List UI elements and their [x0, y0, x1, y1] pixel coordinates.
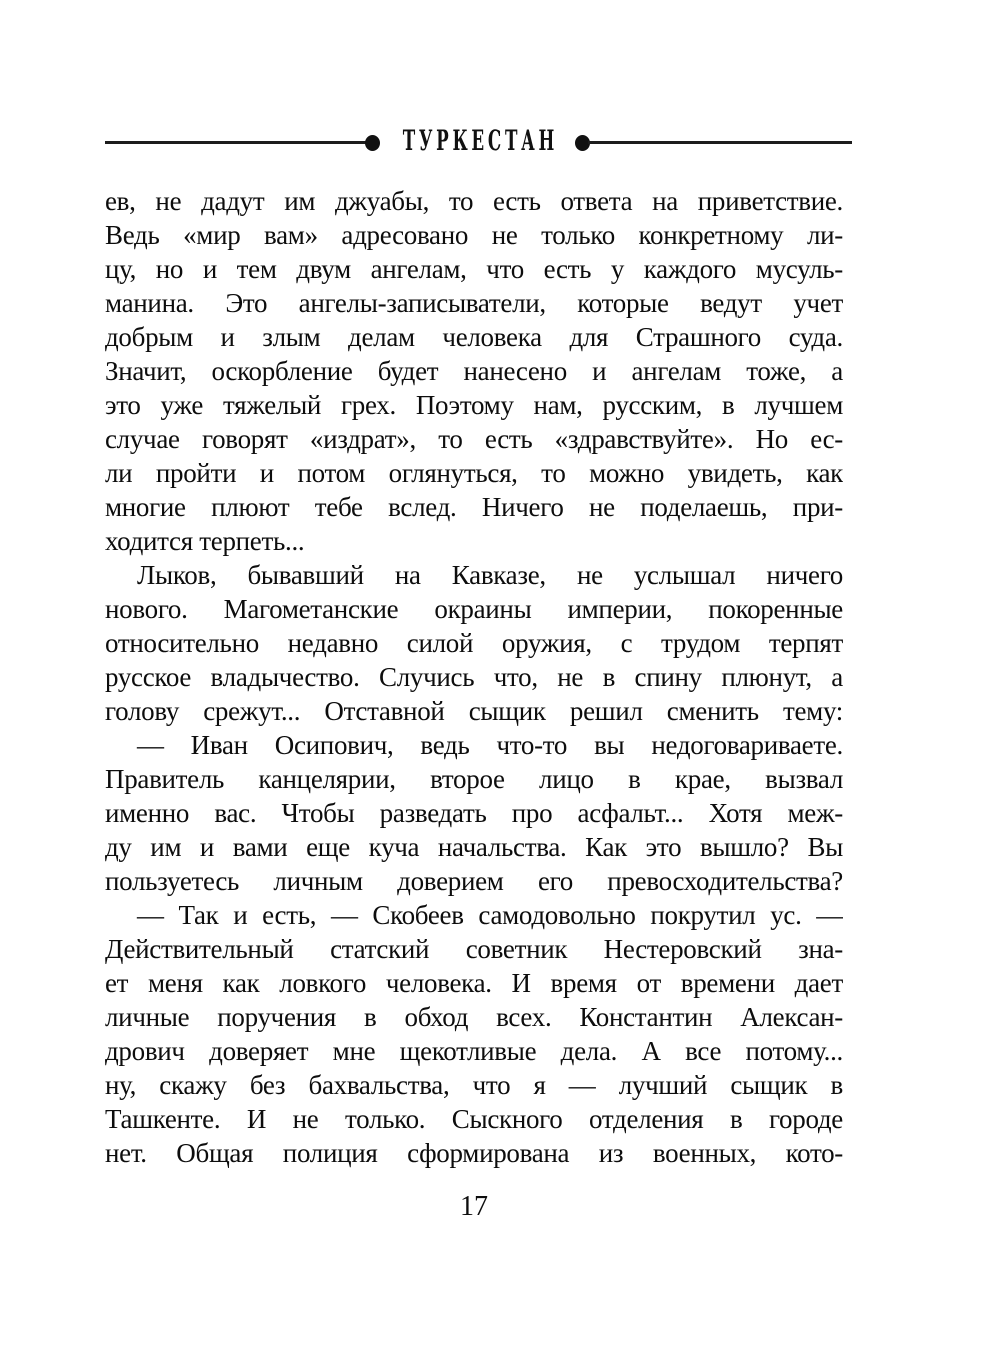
text-line: Правитель канцелярии, второе лицо в крае, вызвал — [105, 764, 843, 794]
text-line: ду им и вами еще куча начальства. Как это вышло? Вы — [105, 832, 843, 862]
text-line: Лыков, бывавший на Кавказе, не услышал ничего — [137, 560, 843, 590]
text-line: личные поручения в обход всех. Константин Алексан- — [105, 1002, 843, 1032]
text-line: ет меня как ловкого человека. И время от времени дает — [105, 968, 843, 998]
text-line: ну, скажу без бахвальства, что я — лучший сыщик в — [105, 1070, 843, 1100]
text-line: манина. Это ангелы-записыватели, которые ведут учет — [105, 288, 843, 318]
text-line: ли пройти и потом оглянуться, то можно увидеть, как — [105, 458, 843, 488]
text-line: случае говорят «издрат», то есть «здравствуйте». Но ес- — [105, 424, 843, 454]
text-line: — Так и есть, — Скобеев самодовольно покрутил ус. — — [137, 900, 843, 930]
text-line: нового. Магометанские окраины империи, покоренные — [105, 594, 843, 624]
chapter-title: ТУРКЕСТАН — [402, 125, 559, 158]
text-line: Значит, оскорбление будет нанесено и ангелам тоже, а — [105, 356, 843, 386]
text-line: Ведь «мир вам» адресовано не только конкретному ли- — [105, 220, 843, 250]
text-line: дрович доверяет мне щекотливые дела. А все потому... — [105, 1036, 843, 1066]
text-line: Ташкенте. И не только. Сыскного отделения в городе — [105, 1104, 843, 1134]
text-line: это уже тяжелый грех. Поэтому нам, русским, в лучшем — [105, 390, 843, 420]
text-line: цу, но и тем двум ангелам, что есть у каждого мусуль- — [105, 254, 843, 284]
body-text — [105, 184, 843, 1170]
text-line: многие плюют тебе вслед. Ничего не поделаешь, при- — [105, 492, 843, 522]
text-line: голову срежут... Отставной сыщик решил сменить тему: — [105, 696, 843, 726]
page-number: 17 — [460, 1191, 488, 1222]
text-line: русское владычество. Случись что, не в спину плюнут, а — [105, 662, 843, 692]
text-line: именно вас. Чтобы разведать про асфальт... Хотя меж- — [105, 798, 843, 828]
header-rule-right — [588, 141, 852, 144]
text-line: пользуетесь личным доверием его превосходительства? — [105, 866, 843, 896]
text-line: нет. Общая полиция сформирована из военных, кото- — [105, 1138, 843, 1168]
text-line: относительно недавно силой оружия, с трудом терпят — [105, 628, 843, 658]
chapter-header — [105, 125, 852, 159]
text-line: ходится терпеть... — [105, 526, 305, 556]
text-line: — Иван Осипович, ведь что-то вы недоговариваете. — [137, 730, 843, 760]
text-line: Действительный статский советник Нестеровский зна- — [105, 934, 843, 964]
text-line: добрым и злым делам человека для Страшного суда. — [105, 322, 843, 352]
text-line: ев, не дадут им джуабы, то есть ответа на приветствие. — [105, 186, 843, 216]
